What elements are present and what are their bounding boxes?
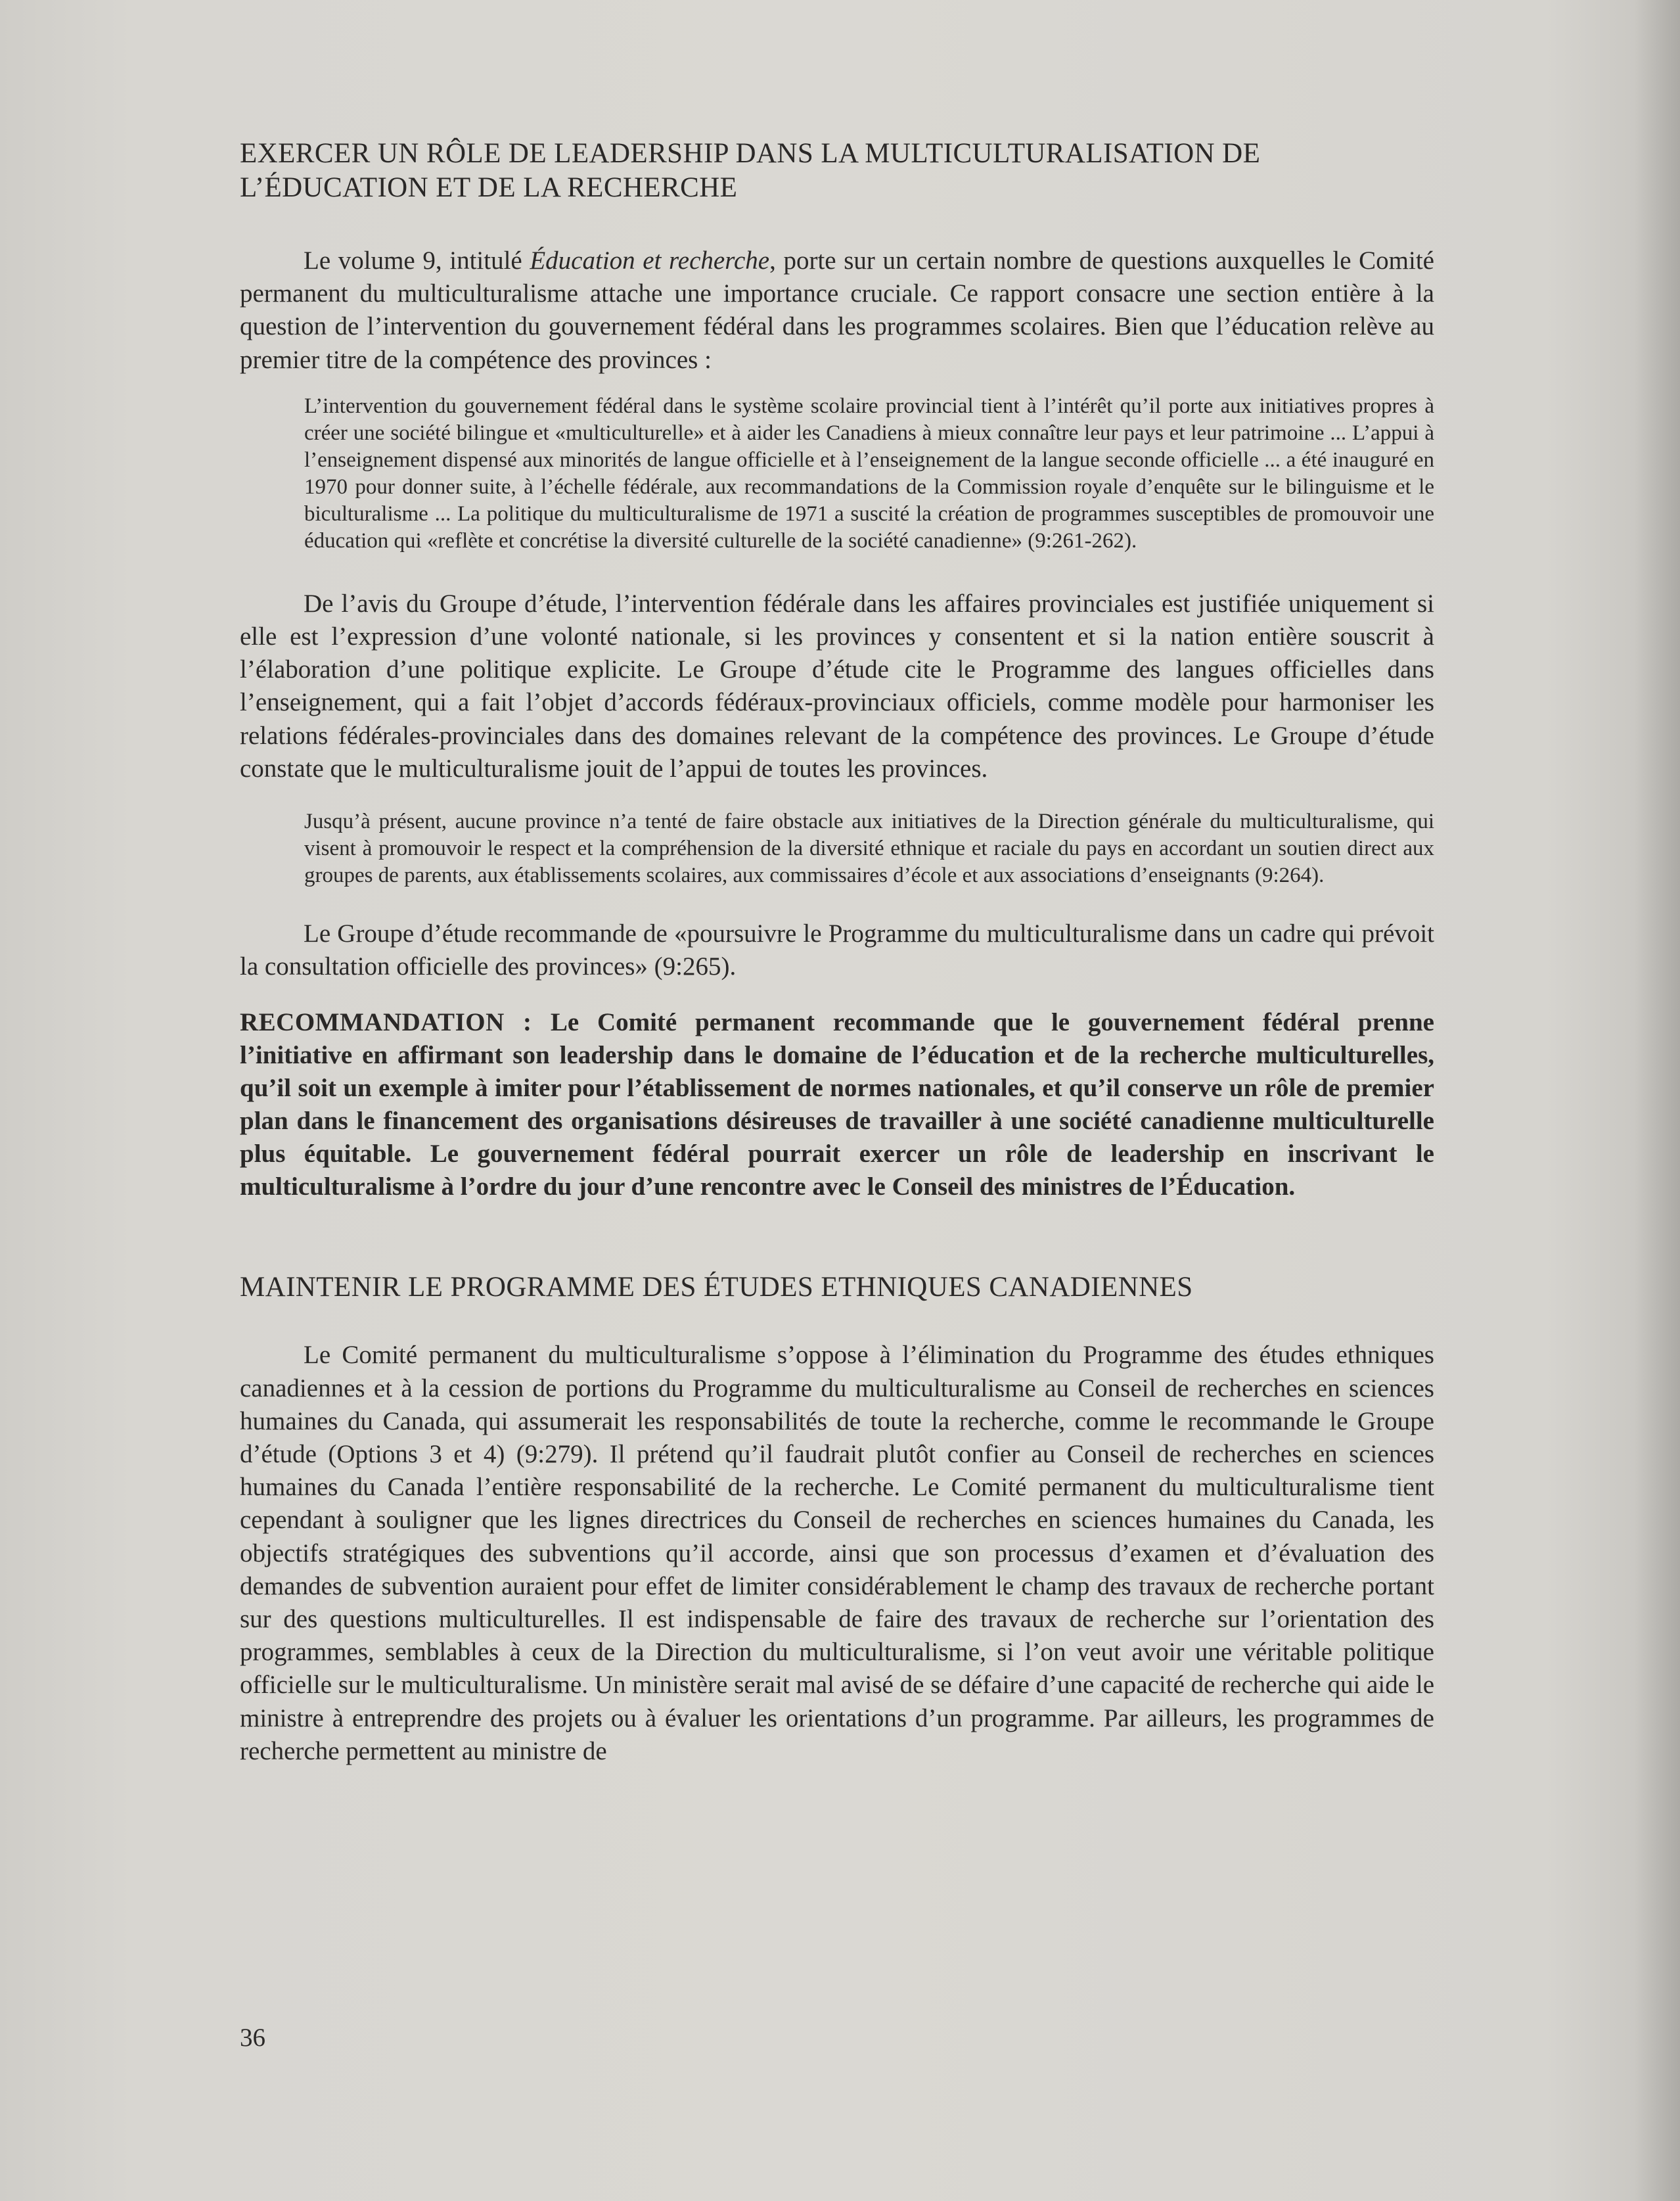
task-force-opinion-paragraph: De l’avis du Groupe d’étude, l’intervention fédérale dans les affaires provinciales est justifiée uniquement si elle est l’expression d’une volonté nationale, si les provinces y consentent et si la nation entière souscrit à l’élaboration d’une politique explicite. Le Groupe d’étude cite le Programme des langues officielles dans l’enseignement, qui a fait l’objet d’accords fédéraux-provinciaux officiels, comme modèle pour harmoniser les relations fédérales-provinciales dans des domaines relevant de la compétence des provinces. Le Groupe d’étude constate que le multiculturalisme jouit de l’appui de toutes les provinces. [240,589,1434,783]
section-heading-ethnic-studies: MAINTENIR LE PROGRAMME DES ÉTUDES ETHNIQUES CANADIENNES [240,1272,1193,1303]
volume-title: Éducation et recherche [530,246,770,275]
block-quote-provinces: Jusqu’à présent, aucune province n’a tenté de faire obstacle aux initiatives de la Direction générale du multiculturalisme, qui visent à promouvoir le respect et la compréhension de la diversité ethnique et raciale du pays en accordant un soutien direct aux groupes de parents, aux établissements scolaires, aux commissaires d’école et aux associations d’enseignants (9:264). [304,810,1434,888]
section-heading-leadership [240,137,1434,205]
ethnic-studies-paragraph: Le Comité permanent du multiculturalisme s’oppose à l’élimination du Programme des études ethniques canadiennes et à la cession de portions du Programme du multiculturalisme au Conseil de recherches en sciences humaines du Canada, qui assumerait les responsabilités de toute la recherche, comme le recommande le Groupe d’étude (Options 3 et 4) (9:279). Il prétend qu’il faudrait plutôt confier au Conseil de recherches en sciences humaines du Canada l’entière responsabilité de la recherche. Le Comité permanent du multiculturalisme tient cependant à souligner que les lignes directrices du Conseil de recherches en sciences humaines du Canada, les objectifs stratégiques des subventions qu’il accorde, ainsi que son processus d’examen et d’évaluation des demandes de subvention auraient pour effet de limiter considérablement le champ des travaux de recherche portant sur des questions multiculturelles. Il est indispensable de faire des travaux de recherche sur l’orientation des programmes, semblables à ceux de la Direction du multiculturalisme, si l’on veut avoir une véritable politique officielle sur le multiculturalisme. Un ministère serait mal avisé de se défaire d’une capacité de recherche qui aide le ministre à entreprendre des projets ou à évaluer les orientations d’un programme. Par ailleurs, les programmes de recherche permettent au ministre de [240,1341,1434,1765]
task-force-recommendation-paragraph: Le Groupe d’étude recommande de «poursuivre le Programme du multiculturalisme dans un cadre qui prévoit la consultation officielle des provinces» (9:265). [240,919,1434,981]
recommendation-label: RECOMMANDATION : [240,1008,551,1037]
committee-recommendation [240,1006,1434,1203]
page-content [240,137,1434,1768]
section-heading-line-1: EXERCER UN RÔLE DE LEADERSHIP DANS LA MULTICULTURALISATION DE [240,138,1261,169]
page-edge-shadow [1634,0,1680,2201]
recommendation-text: Le Comité permanent recommande que le gouvernement fédéral prenne l’initiative en affirmant son leadership dans le domaine de l’éducation et de la recherche multiculturelles, qu’il soit un exemple à imiter pour l’établissement de normes nationales, et qu’il conserve un rôle de premier plan dans le financement des organisations désireuses de travailler à une société canadienne multiculturelle plus équitable. Le gouvernement fédéral pourrait exercer un rôle de leadership en inscrivant le multiculturalisme à l’ordre du jour d’une rencontre avec le Conseil des ministres de l’Éducation. [240,1008,1434,1201]
page-number: 36 [240,2024,265,2052]
intro-paragraph [240,244,1434,377]
intro-text-start: Le volume 9, intitulé [304,246,530,275]
block-quote-federal-intervention: L’intervention du gouvernement fédéral dans le système scolaire provincial tient à l’intérêt qu’il porte aux initiatives propres à créer une société bilingue et «multiculturelle» et à aider les Canadiens à mieux connaître leur pays et leur patrimoine ... L’appui à l’enseignement dispensé aux minorités de langue officielle et à l’enseignement de la langue seconde officielle ... a été inauguré en 1970 pour donner suite, à l’échelle fédérale, aux recommandations de la Commission royale d’enquête sur le bilinguisme et le biculturalisme ... La politique du multiculturalisme de 1971 a suscité la création de programmes susceptibles de promouvoir une éducation qui «reflète et concrétise la diversité culturelle de la société canadienne» (9:261-262). [304,394,1434,553]
section-heading-line-2: L’ÉDUCATION ET DE LA RECHERCHE [240,172,738,203]
intro-text-end: , porte sur un certain nombre de questions auxquelles le Comité permanent du multiculturalisme attache une importance cruciale. Ce rapport consacre une section entière à la question de l’intervention du gouvernement fédéral dans les programmes scolaires. Bien que l’éducation relève au premier titre de la compétence des provinces : [240,246,1434,374]
